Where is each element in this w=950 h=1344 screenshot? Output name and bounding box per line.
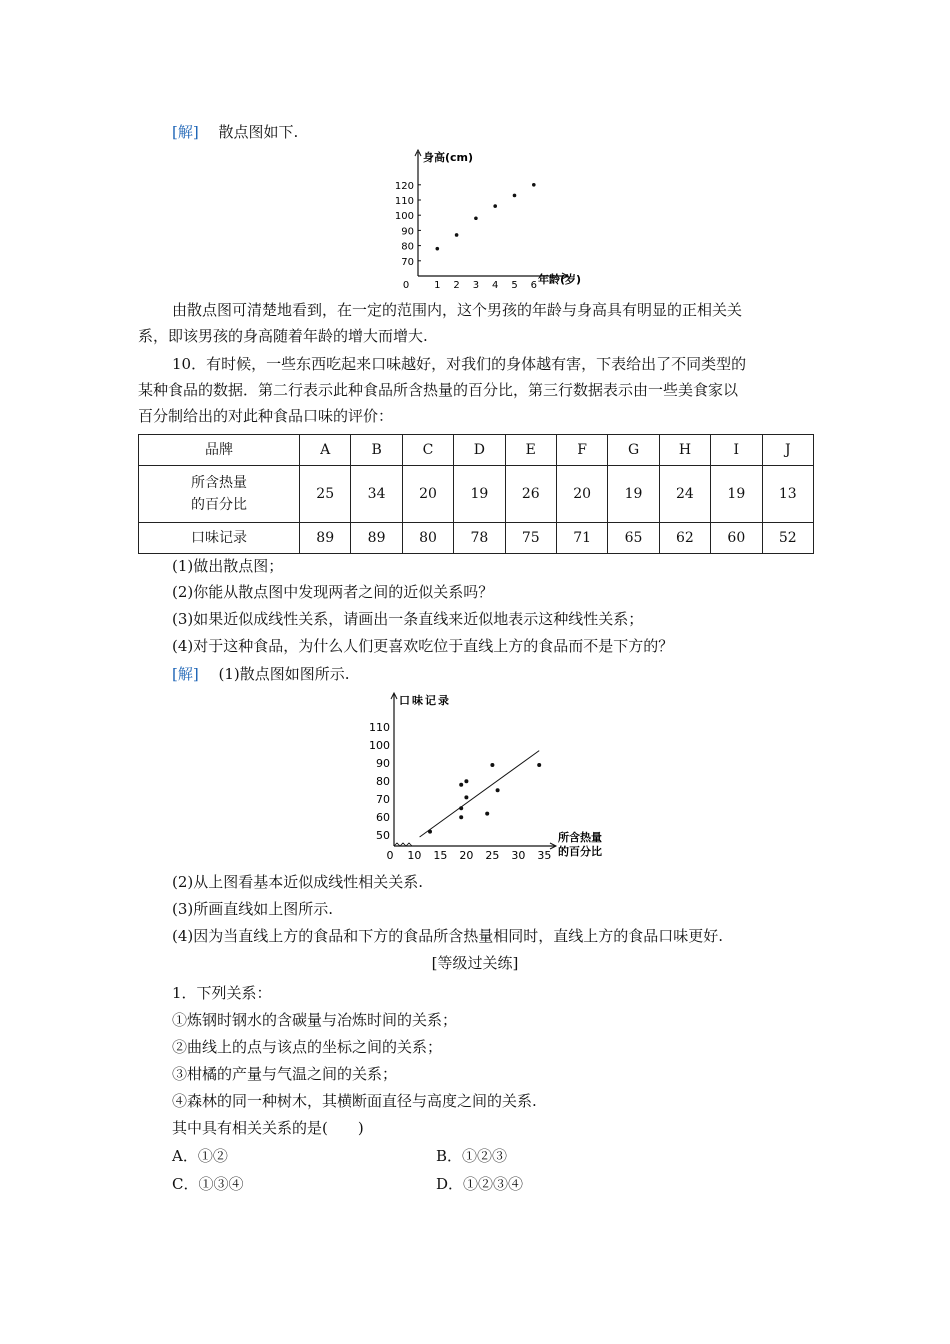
table-cell: E (505, 435, 556, 466)
chart1-x-tick-label: 6 (530, 280, 537, 290)
table-cell: 78 (454, 523, 505, 554)
answer-line: (3)所画直线如上图所示. (172, 900, 334, 918)
chart1-point (513, 194, 517, 198)
option-c: C．①③④ (172, 1175, 244, 1193)
answer-line-1 (172, 122, 298, 142)
chart2-point (459, 783, 463, 787)
chart2-y-ticks (369, 721, 390, 842)
chart1-point (436, 247, 440, 251)
chart2-y-tick-label: 80 (376, 775, 390, 789)
table-cell: 89 (300, 523, 351, 554)
chart1-x-ticks (403, 280, 537, 290)
chart1-y-tick-label: 80 (401, 241, 414, 253)
chart1-y-tick-label: 70 (401, 256, 414, 268)
table-cell: 80 (402, 523, 453, 554)
chart2-x-tick-label: 25 (485, 849, 500, 862)
sub-question: (1)做出散点图； (172, 557, 284, 575)
chart1-y-tick-label: 100 (394, 211, 414, 223)
table-cell: 20 (556, 466, 607, 523)
table-cell: 26 (505, 466, 556, 523)
sub-question: (2)你能从散点图中发现两者之间的近似关系吗？ (172, 583, 494, 601)
table-row (139, 466, 814, 523)
option-d: D．①②③④ (436, 1175, 524, 1193)
chart1-points (436, 183, 536, 250)
chart1-x-tick-label: 3 (472, 280, 480, 290)
chart2-y-tick-label: 60 (376, 811, 390, 825)
question-10-line: 10．有时候，一些东西吃起来口味越好，对我们的身体越有害，下表给出了不同类型的 (172, 355, 747, 373)
table-row (139, 523, 814, 554)
chart1-point (493, 204, 497, 208)
chart1-y-label: 身高(cm) (423, 151, 474, 164)
paragraph-line: 由散点图可清楚地看到，在一定的范围内，这个男孩的年龄与身高具有明显的正相关关 (172, 301, 743, 319)
chart2-y-tick-label: 90 (376, 757, 390, 771)
table-cell: C (402, 435, 453, 466)
option-a: A．①② (172, 1147, 228, 1165)
table-cell: 65 (608, 523, 659, 554)
chart2-y-tick-label: 100 (369, 739, 390, 753)
chart2-point (464, 779, 468, 783)
chart2-x-tick-label: 20 (459, 849, 474, 862)
chart2-point (428, 830, 432, 834)
answer-line: (2)从上图看基本近似成线性相关关系. (172, 873, 424, 891)
chart2-x-tick-label: 0 (386, 849, 394, 862)
table-cell: 62 (659, 523, 710, 554)
chart2-x-ticks (387, 849, 552, 862)
chart2-point (485, 812, 489, 816)
table-head-heat-line: 的百分比 (191, 497, 247, 513)
chart2-x-tick-label: 30 (511, 849, 526, 862)
question-1-prompt: 其中具有相关关系的是( ) (172, 1119, 364, 1137)
chart1-y-tick-label: 120 (394, 180, 414, 192)
height-age-scatter-chart (390, 146, 600, 290)
table-cell: F (556, 435, 607, 466)
chart1-x-tick-label: 5 (511, 280, 518, 290)
answer-text: (1)散点图如图所示. (218, 665, 350, 683)
chart2-trend (420, 751, 540, 837)
chart1-point (474, 216, 478, 220)
chart1-point (532, 183, 536, 187)
table-cell: 52 (762, 523, 813, 554)
chart2-y-tick-label: 70 (376, 793, 390, 807)
answer-line-2 (172, 664, 350, 684)
table-head-heat-line: 所含热量 (191, 475, 247, 491)
table-cell: G (608, 435, 659, 466)
chart2-x-label-line: 的百分比 (558, 845, 602, 858)
option-b: B．①②③ (436, 1147, 508, 1165)
question-1-item: ①炼钢时钢水的含碳量与冶炼时间的关系； (172, 1011, 458, 1029)
chart2-point (459, 815, 463, 819)
chart2-point (496, 788, 500, 792)
question-1-item: ③柑橘的产量与气温之间的关系； (172, 1065, 398, 1083)
chart1-x-tick-label: 4 (492, 280, 499, 290)
answer-tag: [解] (172, 123, 199, 141)
table-cell: 34 (351, 466, 402, 523)
chart2-points (428, 763, 541, 834)
table-head-taste: 口味记录 (139, 523, 300, 554)
chart2-x-tick-label: 15 (433, 849, 448, 862)
table-head-heat (139, 466, 300, 523)
chart2-axes (391, 693, 556, 849)
table-cell: D (454, 435, 505, 466)
question-1-stem: 1．下列关系： (172, 984, 272, 1002)
chart2-y-label: 口味记录 (399, 694, 451, 707)
sub-question: (4)对于这种食品，为什么人们更喜欢吃位于直线上方的食品而不是下方的？ (172, 637, 674, 655)
chart1-y-tick-label: 110 (394, 196, 414, 207)
question-10-line: 某种食品的数据．第二行表示此种食品所含热量的百分比，第三行数据表示由一些美食家以 (138, 381, 739, 399)
chart1-x-tick-label: 0 (402, 280, 410, 290)
table-head-brand: 品牌 (139, 435, 300, 466)
question-1-item: ②曲线上的点与该点的坐标之间的关系； (172, 1038, 443, 1056)
chart2-point (537, 763, 541, 767)
table-cell: A (300, 435, 351, 466)
question-10-line: 百分制给出的对此种食品口味的评价： (138, 407, 394, 425)
table-cell: 25 (300, 466, 351, 523)
chart1-axes (415, 150, 568, 279)
chart2-x-tick-label: 10 (407, 849, 422, 862)
chart2-point (490, 763, 494, 767)
chart2-x-tick-label: 35 (537, 849, 552, 862)
table-cell: 89 (351, 523, 402, 554)
question-1-item: ④森林的同一种树木，其横断面直径与高度之间的关系. (172, 1092, 537, 1110)
table-cell: 75 (505, 523, 556, 554)
table-cell: H (659, 435, 710, 466)
chart1-y-tick-label: 90 (401, 226, 414, 238)
food-data-table (138, 434, 814, 554)
table-cell: 19 (454, 466, 505, 523)
answer-tag: [解] (172, 665, 199, 683)
chart1-point (455, 233, 459, 237)
table-cell: 20 (402, 466, 453, 523)
answer-line: (4)因为当直线上方的食品和下方的食品所含热量相同时，直线上方的食品口味更好. (172, 927, 724, 945)
taste-heat-scatter-chart (360, 688, 620, 864)
table-cell: 19 (608, 466, 659, 523)
table-cell: B (351, 435, 402, 466)
chart2-trend-line (420, 751, 540, 837)
section-title: [等级过关练] (431, 954, 519, 972)
chart2-point (459, 806, 463, 810)
chart1-x-tick-label: 1 (434, 280, 441, 290)
table-cell: 13 (762, 466, 813, 523)
answer-text: 散点图如下. (218, 123, 299, 141)
table-cell: J (762, 435, 813, 466)
table-cell: 24 (659, 466, 710, 523)
chart2-point (464, 795, 468, 799)
sub-question: (3)如果近似成线性关系，请画出一条直线来近似地表示这种线性关系； (172, 610, 644, 628)
chart2-y-tick-label: 110 (369, 721, 390, 735)
table-row (139, 435, 814, 466)
paragraph-line: 系，即该男孩的身高随着年龄的增大而增大. (138, 327, 428, 345)
chart1-x-label: 年龄(岁) (538, 273, 582, 286)
chart1-y-ticks (395, 181, 421, 268)
table-cell: 71 (556, 523, 607, 554)
chart1-x-tick-label: 2 (453, 280, 460, 290)
table-cell: 19 (711, 466, 762, 523)
chart2-y-tick-label: 50 (376, 829, 390, 843)
table-cell: I (711, 435, 762, 466)
table-cell: 60 (711, 523, 762, 554)
chart2-x-label-line: 所含热量 (558, 831, 602, 844)
